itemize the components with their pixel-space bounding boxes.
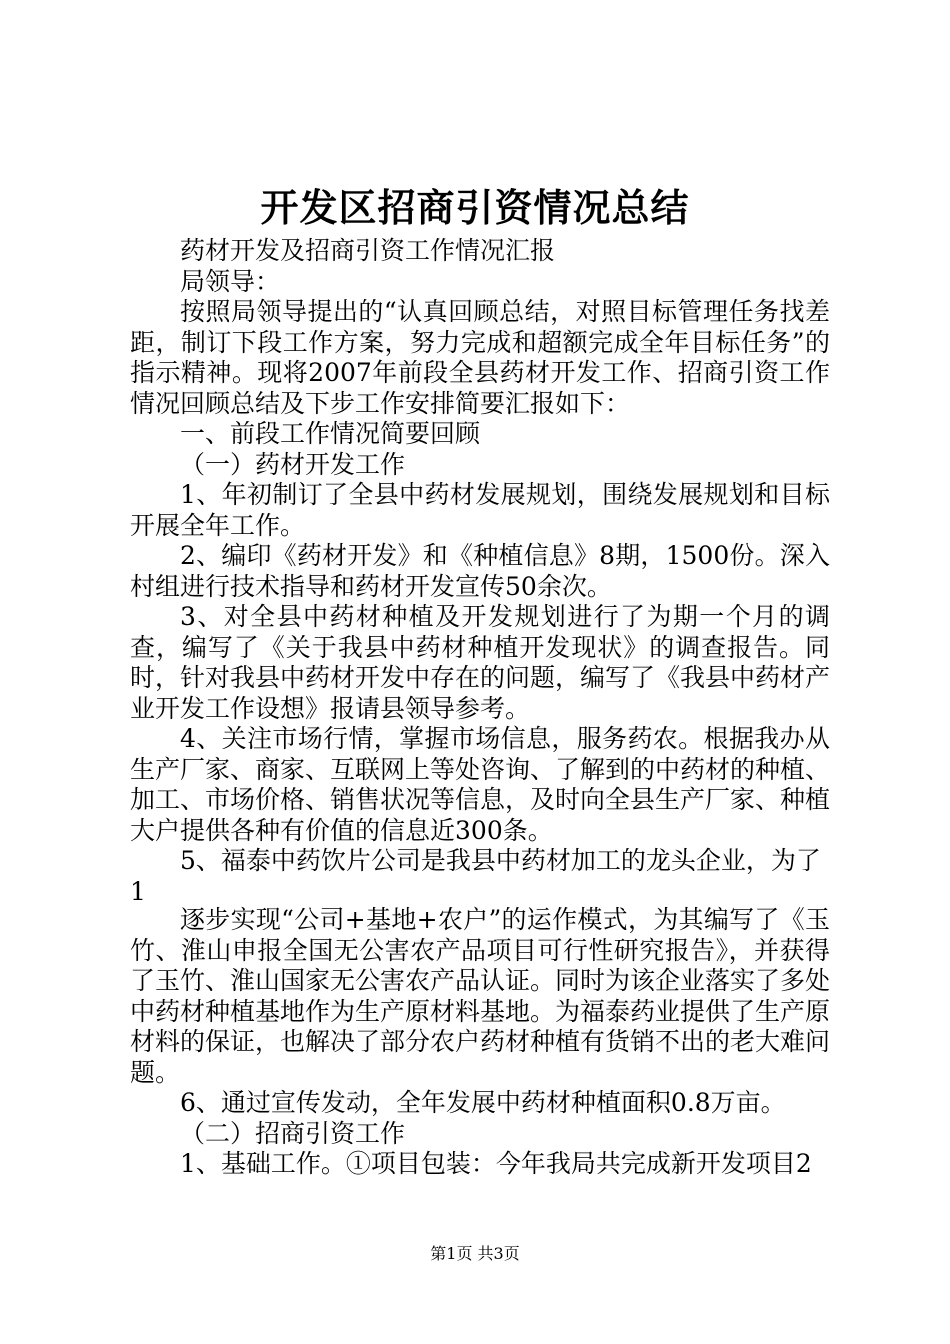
section-heading-1: 一、前段工作情况简要回顾: [180, 419, 481, 448]
item-paragraph-1: 1、年初制订了全县中药材发展规划，围绕发展规划和目标开展全年工作。: [130, 480, 830, 540]
report-subtitle: 药材开发及招商引资工作情况汇报: [180, 236, 556, 265]
page-title: 开发区招商引资情况总结: [260, 186, 690, 230]
inline-page-mark: 1: [130, 876, 146, 906]
item-paragraph-2: 2、编印《药材开发》和《种植信息》8期，1500份。深入村组进行技术指导和药材开发宣传50余次。: [130, 541, 830, 601]
salutation: 局领导：: [180, 266, 281, 296]
subsection-heading-2: （二）招商引资工作: [180, 1118, 406, 1148]
continuation-paragraph: 逐步实现“公司+基地+农户”的运作模式，为其编写了《玉竹、淮山申报全国无公害农产品项目可行性研究报告》，并获得了玉竹、淮山国家无公害农产品认证。同时为该企业落实了多处中药材种植基地作为生产原材料基地。为福泰药业提供了生产原材料的保证，也解决了部分农户药材种植有货销不出的老大难问题。: [130, 905, 831, 1087]
item-paragraph-6: 6、通过宣传发动，全年发展中药材种植面积0.8万亩。: [180, 1088, 786, 1117]
intro-paragraph: 按照局领导提出的“认真回顾总结，对照目标管理任务找差距，制订下段工作方案，努力完成和超额完成全年目标任务”的指示精神。现将2007年前段全县药材开发工作、招商引资工作情况回顾总结及下步工作安排简要汇报如下：: [130, 297, 830, 418]
item-paragraph-3: 3、对全县中药材种植及开发规划进行了为期一个月的调查，编写了《关于我县中药材种植开发现状》的调查报告。同时，针对我县中药材开发中存在的问题，编写了《我县中药材产业开发工作设想》报请县领导参考。: [130, 602, 831, 723]
document-body-part-1: [130, 236, 830, 907]
item-paragraph-7: 1、基础工作。①项目包装：今年我局共完成新开发项目2: [180, 1149, 812, 1178]
page-footer: 第1页 共3页: [430, 1244, 520, 1263]
item-paragraph-5: 5、福泰中药饮片公司是我县中药材加工的龙头企业，为了: [180, 846, 821, 875]
subsection-heading-1: （一）药材开发工作: [180, 449, 406, 479]
item-paragraph-4: 4、关注市场行情，掌握市场信息，服务药农。根据我办从生产厂家、商家、互联网上等处咨询、了解到的中药材的种植、加工、市场价格、销售状况等信息，及时向全县生产厂家、种植大户提供各种有价值的信息近300条。: [130, 724, 831, 845]
document-body-part-2: [130, 905, 830, 1180]
